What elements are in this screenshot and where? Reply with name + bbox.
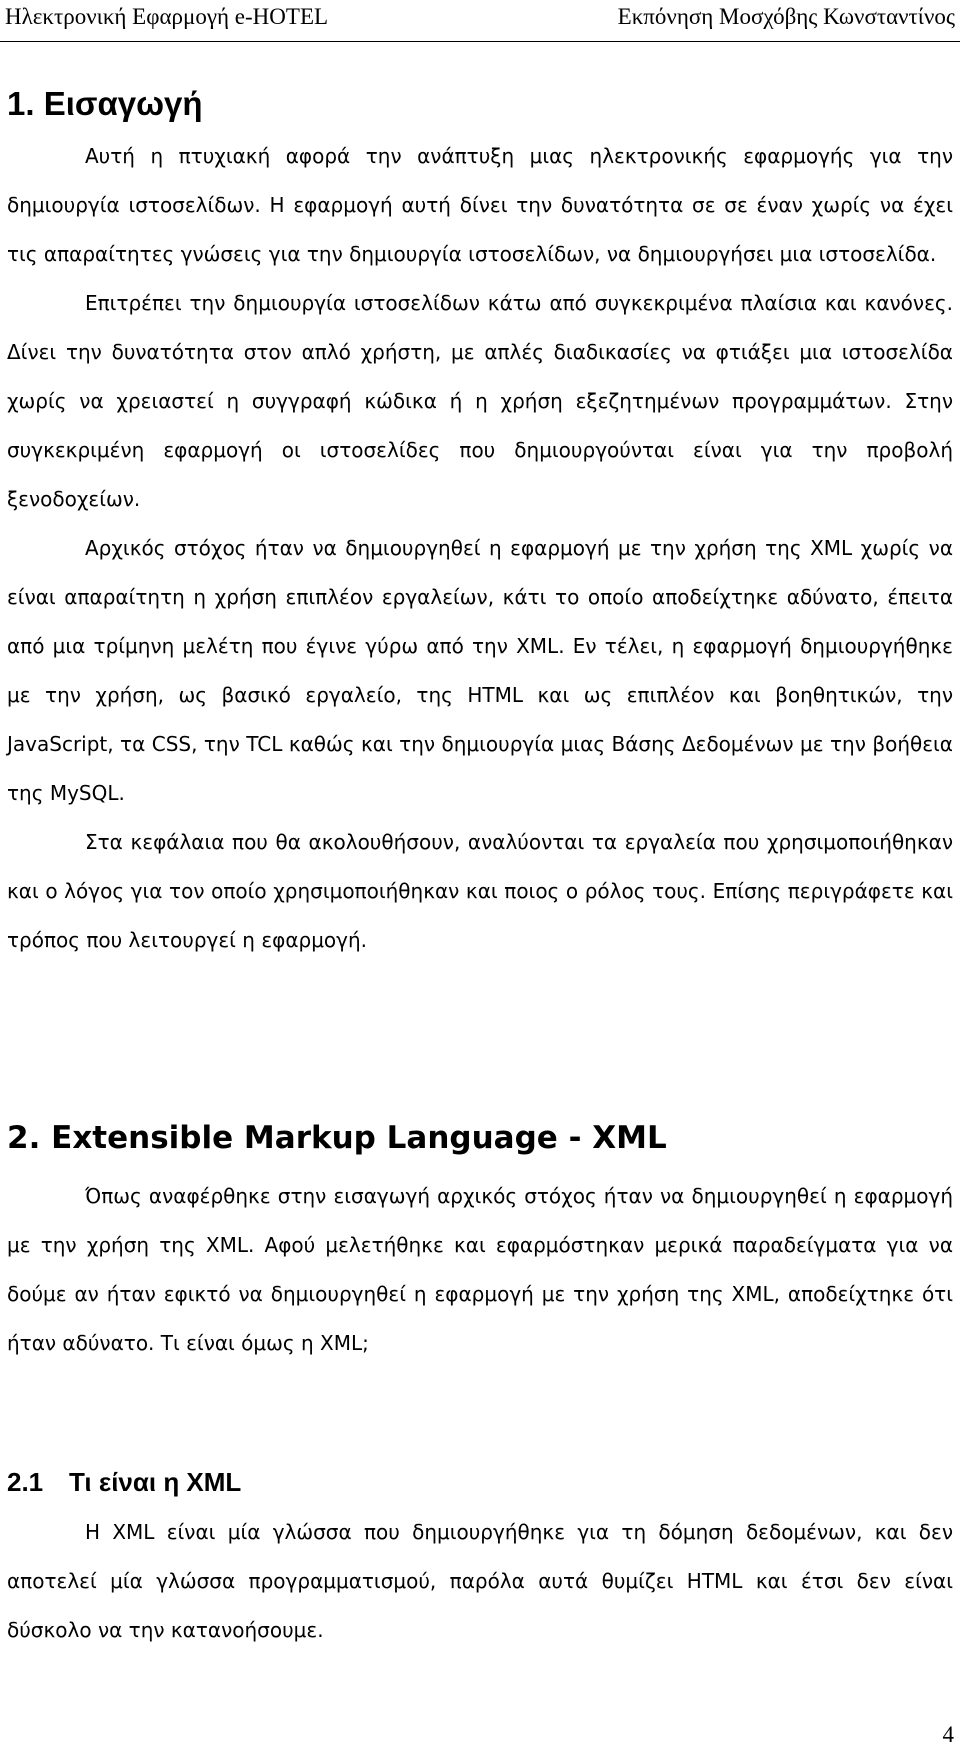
page-header (0, 4, 960, 34)
paragraph: Αυτή η πτυχιακή αφορά την ανάπτυξη μιας ηλεκτρονικής εφαρμογής για την δημιουργία ιστοσελίδων. Η εφαρμογή αυτή δίνει την δυνατότητα σε σε έναν χωρίς να έχει τις απαραίτητες γνώσεις για την δημιουργία ιστοσελίδων, να δημιουργήσει μια ιστοσελίδα. (7, 144, 953, 266)
section-introduction (7, 84, 953, 965)
paragraph: Επιτρέπει την δημιουργία ιστοσελίδων κάτω από συγκεκριμένα πλαίσια και κανόνες. Δίνει την δυνατότητα στον απλό χρήστη, με απλές διαδικασίες να φτιάξει μια ιστοσελίδα χωρίς να χρειαστεί η συγγραφή κώδικα ή η χρήση εξεζητημένων προγραμμάτων. Στην συγκεκριμένη εφαρμογή οι ιστοσελίδες που δημιουργούνται είναι για την προβολή ξενοδοχείων. (7, 291, 953, 511)
subsection-number: 2.1 (7, 1467, 44, 1497)
section-title: 2. Extensible Markup Language - XML (7, 1120, 667, 1156)
subsection-title (7, 1466, 953, 1498)
page-number: 4 (942, 1722, 954, 1747)
header-rule (0, 41, 960, 42)
header-title: Ηλεκτρονική Εφαρμογή e-HOTEL (5, 4, 329, 29)
paragraph: Αρχικός στόχος ήταν να δημιουργηθεί η εφαρμογή με την χρήση της XML χωρίς να είναι απαραίτητη η χρήση επιπλέον εργαλείων, κάτι το οποίο αποδείχτηκε αδύνατο, έπειτα από μια τρίμηνη μελέτη που έγινε γύρω από την XML. Εν τέλει, η εφαρμογή δημιουργήθηκε με την χρήση, ως βασικό εργαλείο, της HTML και ως επιπλέον και βοηθητικών, την JavaScript, τα CSS, την TCL καθώς και την δημιουργία μιας Βάσης Δεδομένων με την βοήθεια της MySQL. (7, 536, 953, 805)
paragraph: Στα κεφάλαια που θα ακολουθήσουν, αναλύονται τα εργαλεία που χρησιμοποιήθηκαν και ο λόγος για τον οποίο χρησιμοποιήθηκαν και ποιος ο ρόλος τους. Επίσης περιγράφετε και τρόπος που λειτουργεί η εφαρμογή. (7, 830, 953, 952)
section-title: 1. Εισαγωγή (7, 85, 203, 122)
header-author: Εκπόνηση Μοσχόβης Κωνσταντίνος (617, 4, 955, 29)
subsection-what-is-xml (7, 1466, 953, 1655)
paragraph: Όπως αναφέρθηκε στην εισαγωγή αρχικός στόχος ήταν να δημιουργηθεί η εφαρμογή με την χρήση της XML. Αφού μελετήθηκε και εφαρμόστηκαν μερικά παραδείγματα για να δούμε αν ήταν εφικτό να δημιουργηθεί η εφαρμογή με την χρήση της XML, αποδείχτηκε ότι ήταν αδύνατο. Τι είναι όμως η XML; (7, 1184, 953, 1355)
paragraph: Η XML είναι μία γλώσσα που δημιουργήθηκε για τη δόμηση δεδομένων, και δεν αποτελεί μία γλώσσα προγραμματισμού, παρόλα αυτά θυμίζει HTML και έτσι δεν είναι δύσκολο να την κατανοήσουμε. (7, 1520, 953, 1642)
section-xml (7, 1118, 953, 1368)
subsection-title-text: Τι είναι η XML (69, 1467, 242, 1497)
